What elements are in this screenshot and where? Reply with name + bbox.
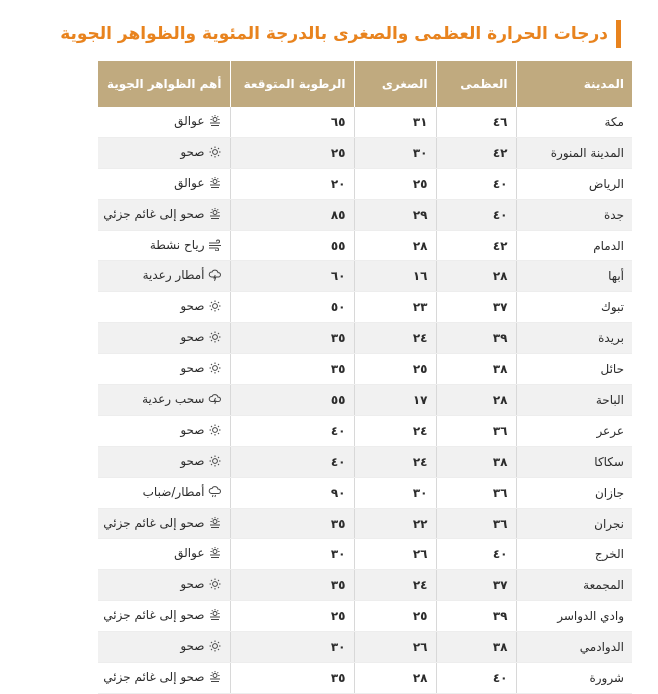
weather-condition <box>103 608 221 622</box>
weather-cell <box>98 632 230 663</box>
weather-label: صحو <box>180 144 205 159</box>
weather-condition <box>180 577 221 591</box>
table-row <box>98 632 632 663</box>
weather-condition <box>180 145 221 159</box>
humidity-cell: ٨٥ <box>230 199 354 230</box>
weather-condition <box>174 114 221 128</box>
max-temp-cell: ٤٢ <box>436 137 516 168</box>
weather-cell <box>98 663 230 694</box>
sun-icon <box>208 578 222 590</box>
max-temp-cell: ٣٧ <box>436 292 516 323</box>
humidity-cell: ٢٥ <box>230 137 354 168</box>
city-cell: نجران <box>516 508 632 539</box>
weather-cell <box>98 601 230 632</box>
max-temp-cell: ٤٠ <box>436 168 516 199</box>
weather-condition <box>174 546 221 560</box>
table-row <box>98 601 632 632</box>
table-row <box>98 261 632 292</box>
max-temp-cell: ٣٦ <box>436 477 516 508</box>
min-temp-cell: ١٧ <box>354 385 436 416</box>
weather-cell <box>98 168 230 199</box>
humidity-cell: ٥٠ <box>230 292 354 323</box>
max-temp-cell: ٤٦ <box>436 107 516 137</box>
page-heading <box>60 20 621 48</box>
max-temp-cell: ٤٠ <box>436 199 516 230</box>
city-cell: الرياض <box>516 168 632 199</box>
humidity-cell: ٣٥ <box>230 354 354 385</box>
weather-condition <box>180 639 221 653</box>
thunder-cloud-icon <box>208 393 222 405</box>
weather-cell <box>98 261 230 292</box>
header-humidity: الرطوبة المتوقعة <box>230 61 354 107</box>
humidity-cell: ٣٠ <box>230 632 354 663</box>
table-row <box>98 137 632 168</box>
table-row <box>98 292 632 323</box>
haze-icon <box>208 177 222 189</box>
weather-label: أمطار/ضباب <box>142 484 205 499</box>
city-cell: الخرج <box>516 539 632 570</box>
weather-cell <box>98 323 230 354</box>
city-cell: الباحة <box>516 385 632 416</box>
haze-icon <box>208 208 222 220</box>
humidity-cell: ٤٠ <box>230 446 354 477</box>
weather-condition <box>180 454 221 468</box>
weather-table <box>98 61 632 694</box>
weather-cell <box>98 230 230 261</box>
weather-condition <box>180 299 221 313</box>
table-row <box>98 323 632 354</box>
header-max: العظمى <box>436 61 516 107</box>
max-temp-cell: ٣٧ <box>436 570 516 601</box>
min-temp-cell: ٢٤ <box>354 446 436 477</box>
city-cell: جدة <box>516 199 632 230</box>
weather-label: صحو إلى غائم جزئي <box>103 515 205 530</box>
weather-cell <box>98 385 230 416</box>
weather-label: عوالق <box>174 175 205 190</box>
min-temp-cell: ٣٠ <box>354 137 436 168</box>
weather-condition <box>143 268 222 282</box>
weather-cell <box>98 107 230 137</box>
humidity-cell: ٣٥ <box>230 570 354 601</box>
table-row <box>98 415 632 446</box>
humidity-cell: ٥٥ <box>230 230 354 261</box>
weather-label: سحب رعدية <box>142 391 205 406</box>
table-row <box>98 539 632 570</box>
sun-icon <box>208 424 222 436</box>
weather-cell <box>98 477 230 508</box>
sun-icon <box>208 362 222 374</box>
weather-label: عوالق <box>174 546 205 561</box>
weather-condition <box>103 207 221 221</box>
weather-condition <box>142 392 221 406</box>
weather-cell <box>98 415 230 446</box>
table-row <box>98 107 632 137</box>
table-row <box>98 354 632 385</box>
humidity-cell: ٢٥ <box>230 601 354 632</box>
min-temp-cell: ٢٩ <box>354 199 436 230</box>
max-temp-cell: ٢٨ <box>436 385 516 416</box>
min-temp-cell: ٢٨ <box>354 230 436 261</box>
weather-label: صحو إلى غائم جزئي <box>103 669 205 684</box>
city-cell: مكة <box>516 107 632 137</box>
weather-cell <box>98 199 230 230</box>
min-temp-cell: ٣١ <box>354 107 436 137</box>
sun-icon <box>208 640 222 652</box>
sun-icon <box>208 331 222 343</box>
min-temp-cell: ٢٢ <box>354 508 436 539</box>
max-temp-cell: ٣٩ <box>436 323 516 354</box>
max-temp-cell: ٢٨ <box>436 261 516 292</box>
city-cell: سكاكا <box>516 446 632 477</box>
table-row <box>98 199 632 230</box>
weather-label: صحو <box>180 453 205 468</box>
table-row <box>98 230 632 261</box>
max-temp-cell: ٤٠ <box>436 539 516 570</box>
wind-icon <box>208 239 222 251</box>
weather-label: صحو <box>180 299 205 314</box>
humidity-cell: ٦٥ <box>230 107 354 137</box>
weather-label: صحو <box>180 330 205 345</box>
sun-icon <box>208 146 222 158</box>
sun-icon <box>208 300 222 312</box>
min-temp-cell: ٢٤ <box>354 323 436 354</box>
weather-condition <box>180 423 221 437</box>
humidity-cell: ٣٠ <box>230 539 354 570</box>
table-row <box>98 477 632 508</box>
max-temp-cell: ٤٢ <box>436 230 516 261</box>
min-temp-cell: ٢٥ <box>354 354 436 385</box>
weather-condition <box>174 176 221 190</box>
min-temp-cell: ١٦ <box>354 261 436 292</box>
header-city: المدينة <box>516 61 632 107</box>
max-temp-cell: ٣٨ <box>436 354 516 385</box>
max-temp-cell: ٤٠ <box>436 663 516 694</box>
header-min: الصغرى <box>354 61 436 107</box>
weather-cell <box>98 292 230 323</box>
city-cell: بريدة <box>516 323 632 354</box>
city-cell: المجمعة <box>516 570 632 601</box>
weather-label: أمطار رعدية <box>142 268 205 283</box>
min-temp-cell: ٢٦ <box>354 632 436 663</box>
weather-condition <box>150 238 222 252</box>
weather-cell <box>98 570 230 601</box>
rain-icon <box>208 486 222 498</box>
table-row <box>98 446 632 477</box>
weather-label: صحو <box>180 422 205 437</box>
humidity-cell: ٥٥ <box>230 385 354 416</box>
header-weather: أهم الظواهر الجوية <box>98 61 230 107</box>
city-cell: حائل <box>516 354 632 385</box>
weather-label: صحو إلى غائم جزئي <box>103 206 205 221</box>
thunder-rain-icon <box>208 269 222 281</box>
haze-icon <box>208 609 222 621</box>
haze-icon <box>208 547 222 559</box>
city-cell: عرعر <box>516 415 632 446</box>
table-row <box>98 663 632 694</box>
city-cell: الدمام <box>516 230 632 261</box>
min-temp-cell: ٢٦ <box>354 539 436 570</box>
weather-condition <box>180 361 221 375</box>
weather-condition <box>103 516 221 530</box>
max-temp-cell: ٣٨ <box>436 632 516 663</box>
weather-condition <box>143 485 222 499</box>
city-cell: وادي الدواسر <box>516 601 632 632</box>
min-temp-cell: ٣٠ <box>354 477 436 508</box>
table-row <box>98 168 632 199</box>
table-header-row <box>98 61 632 107</box>
city-cell: الدوادمي <box>516 632 632 663</box>
min-temp-cell: ٢٥ <box>354 168 436 199</box>
weather-label: عوالق <box>174 113 205 128</box>
max-temp-cell: ٣٨ <box>436 446 516 477</box>
table-row <box>98 508 632 539</box>
weather-cell <box>98 508 230 539</box>
min-temp-cell: ٢٥ <box>354 601 436 632</box>
min-temp-cell: ٢٤ <box>354 415 436 446</box>
weather-cell <box>98 354 230 385</box>
humidity-cell: ٢٠ <box>230 168 354 199</box>
city-cell: جازان <box>516 477 632 508</box>
max-temp-cell: ٣٦ <box>436 508 516 539</box>
humidity-cell: ٤٠ <box>230 415 354 446</box>
city-cell: المدينة المنورة <box>516 137 632 168</box>
min-temp-cell: ٢٣ <box>354 292 436 323</box>
min-temp-cell: ٢٤ <box>354 570 436 601</box>
weather-cell <box>98 446 230 477</box>
humidity-cell: ٩٠ <box>230 477 354 508</box>
page-title: درجات الحرارة العظمى والصغرى بالدرجة المئوية والظواهر الجوية <box>60 24 608 44</box>
humidity-cell: ٣٥ <box>230 508 354 539</box>
weather-cell <box>98 137 230 168</box>
max-temp-cell: ٣٩ <box>436 601 516 632</box>
sun-icon <box>208 455 222 467</box>
haze-icon <box>208 115 222 127</box>
max-temp-cell: ٣٦ <box>436 415 516 446</box>
city-cell: تبوك <box>516 292 632 323</box>
humidity-cell: ٣٥ <box>230 323 354 354</box>
weather-condition <box>180 330 221 344</box>
city-cell: شرورة <box>516 663 632 694</box>
humidity-cell: ٣٥ <box>230 663 354 694</box>
min-temp-cell: ٢٨ <box>354 663 436 694</box>
table-row <box>98 570 632 601</box>
weather-label: صحو <box>180 361 205 376</box>
haze-icon <box>208 517 222 529</box>
weather-label: صحو <box>180 577 205 592</box>
title-accent-bar <box>616 20 621 48</box>
city-cell: أبها <box>516 261 632 292</box>
weather-label: صحو إلى غائم جزئي <box>103 608 205 623</box>
weather-label: رياح نشطة <box>149 237 205 252</box>
table-row <box>98 385 632 416</box>
weather-label: صحو <box>180 639 205 654</box>
weather-cell <box>98 539 230 570</box>
humidity-cell: ٦٠ <box>230 261 354 292</box>
